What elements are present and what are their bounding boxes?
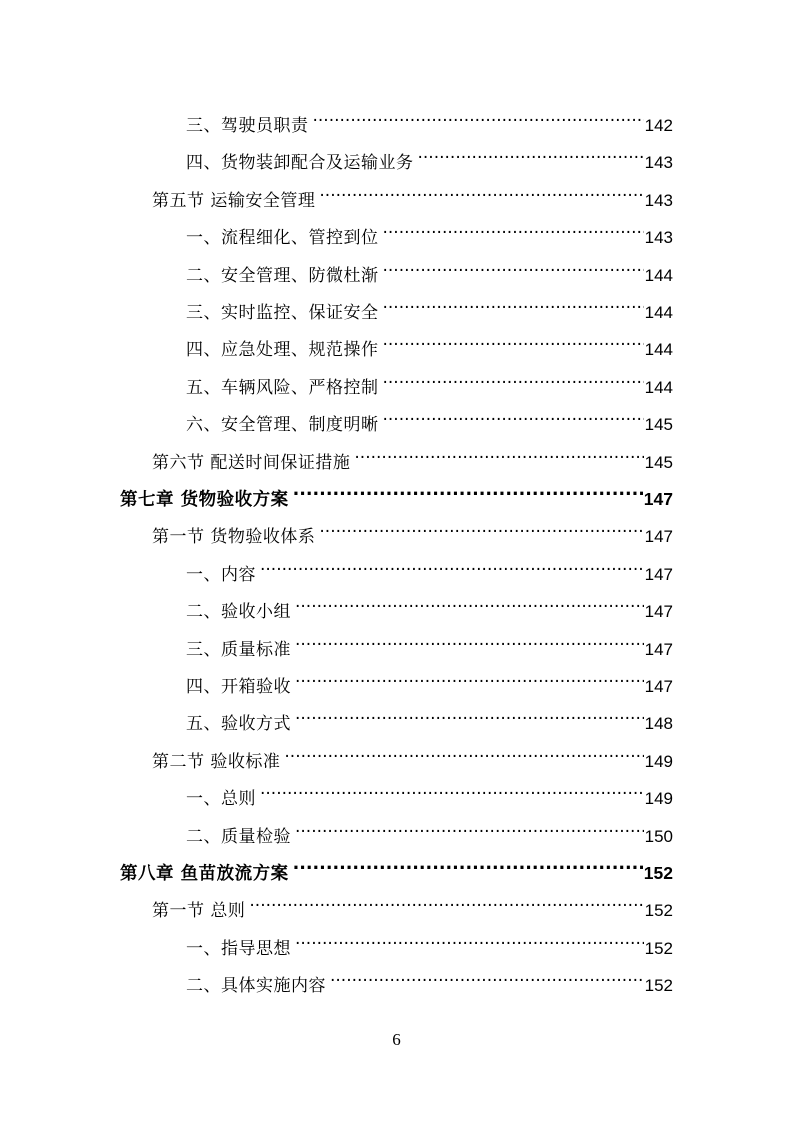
dot-leader [284, 737, 643, 767]
toc-entry[interactable] [186, 363, 673, 398]
toc-entry[interactable] [186, 288, 673, 323]
toc-entry-page-number: 144 [644, 340, 673, 360]
dot-leader [383, 251, 644, 281]
dot-leader [295, 924, 644, 954]
toc-entry-title: 二、验收小组 [186, 602, 291, 623]
toc-entry[interactable] [186, 625, 673, 660]
toc-entry[interactable] [152, 737, 673, 772]
toc-entry[interactable] [186, 400, 673, 436]
toc-entry-page-number: 147 [644, 527, 673, 547]
toc-entry[interactable] [152, 886, 673, 922]
toc-entry[interactable] [186, 251, 673, 286]
toc-entry[interactable] [186, 325, 673, 361]
dot-leader [330, 961, 644, 991]
toc-entry-title: 四、货物装卸配合及运输业务 [186, 153, 414, 174]
dot-leader [295, 587, 644, 617]
toc-entry-page-number: 147 [644, 677, 673, 696]
toc-entry-title: 一、指导思想 [186, 938, 291, 959]
toc-entry-page-number: 149 [644, 751, 673, 771]
toc-entry-title: 一、流程细化、管控到位 [186, 228, 379, 249]
toc-entry-title: 第五节 运输安全管理 [152, 190, 316, 211]
toc-entry-page-number: 143 [644, 153, 673, 173]
toc-entry[interactable] [120, 849, 673, 884]
page-number: 6 [392, 1030, 401, 1049]
dot-leader [383, 363, 644, 393]
dot-leader [260, 550, 644, 580]
toc-entry-page-number: 145 [644, 452, 673, 472]
dot-leader [295, 699, 644, 729]
toc-entry-page-number: 150 [644, 826, 673, 846]
toc-entry-title: 第一节 货物验收体系 [152, 527, 316, 548]
dot-leader [383, 400, 644, 430]
toc-entry[interactable] [186, 213, 673, 249]
toc-entry-title: 四、开箱验收 [186, 677, 291, 697]
toc-entry-title: 二、质量检验 [186, 826, 291, 847]
toc-entry[interactable] [186, 699, 673, 735]
toc-entry-page-number: 144 [644, 303, 673, 322]
toc-entry-page-number: 152 [644, 938, 673, 958]
dot-leader [319, 512, 643, 542]
dot-leader [383, 213, 644, 243]
toc-entry-title: 二、安全管理、防微杜渐 [186, 265, 379, 286]
toc-entry-page-number: 152 [644, 901, 673, 921]
toc-entry-page-number: 147 [644, 602, 673, 622]
toc-entry-page-number: 152 [644, 976, 673, 996]
toc-entry-title: 第二节 验收标准 [152, 751, 281, 772]
toc-entry[interactable] [186, 774, 673, 810]
toc-entry-title: 二、具体实施内容 [186, 976, 326, 997]
toc-entry-page-number: 143 [644, 228, 673, 248]
dot-leader [295, 812, 644, 842]
toc-entry[interactable] [186, 101, 673, 136]
toc-entry-title: 第八章 鱼苗放流方案 [120, 864, 289, 884]
toc-entry-page-number: 144 [644, 265, 673, 285]
toc-entry-page-number: 147 [644, 564, 673, 584]
toc-entry-title: 三、驾驶员职责 [186, 116, 309, 136]
toc-entry-title: 第一节 总则 [152, 901, 246, 922]
toc-entry-page-number: 144 [644, 377, 673, 397]
toc-entry[interactable] [120, 475, 673, 510]
toc-entry[interactable] [186, 961, 673, 997]
dot-leader [319, 176, 643, 206]
dot-leader [383, 288, 644, 318]
toc-entry-page-number: 152 [643, 863, 673, 883]
dot-leader [383, 325, 644, 355]
dot-leader [313, 101, 644, 131]
toc-entry[interactable] [186, 924, 673, 959]
toc-entry-page-number: 143 [644, 190, 673, 210]
toc-entry-title: 五、车辆风险、严格控制 [186, 377, 379, 398]
toc-entry-page-number: 148 [644, 714, 673, 734]
toc-entry[interactable] [186, 587, 673, 623]
toc-entry-title: 五、验收方式 [186, 714, 291, 735]
toc-entry[interactable] [186, 812, 673, 847]
toc-entry[interactable] [152, 176, 673, 211]
toc-entry-title: 第六节 配送时间保证措施 [152, 452, 351, 473]
toc-entry[interactable] [186, 138, 673, 174]
dot-leader [295, 625, 644, 655]
toc-entry-page-number: 147 [643, 489, 673, 509]
dot-leader [295, 662, 644, 692]
toc-entry-title: 第七章 货物验收方案 [120, 490, 289, 510]
toc-entry-title: 三、质量标准 [186, 639, 291, 660]
toc-entry-page-number: 145 [644, 415, 673, 435]
toc-entry-title: 六、安全管理、制度明晰 [186, 415, 379, 436]
toc-entry-title: 四、应急处理、规范操作 [186, 340, 379, 361]
dot-leader [354, 438, 643, 468]
toc-entry[interactable] [152, 438, 673, 473]
toc-entry-title: 三、实时监控、保证安全 [186, 303, 379, 323]
dot-leader [418, 138, 644, 168]
toc-entry-page-number: 142 [644, 116, 673, 135]
toc-entry[interactable] [152, 512, 673, 548]
dot-leader [293, 849, 643, 879]
dot-leader [249, 886, 643, 916]
toc-entry[interactable] [186, 550, 673, 585]
toc-entry-title: 一、总则 [186, 789, 256, 810]
toc-entry[interactable] [186, 662, 673, 697]
toc-entry-page-number: 147 [644, 639, 673, 659]
toc-entry-title: 一、内容 [186, 564, 256, 585]
dot-leader [260, 774, 644, 804]
toc-entry-page-number: 149 [644, 789, 673, 809]
dot-leader [293, 475, 643, 505]
